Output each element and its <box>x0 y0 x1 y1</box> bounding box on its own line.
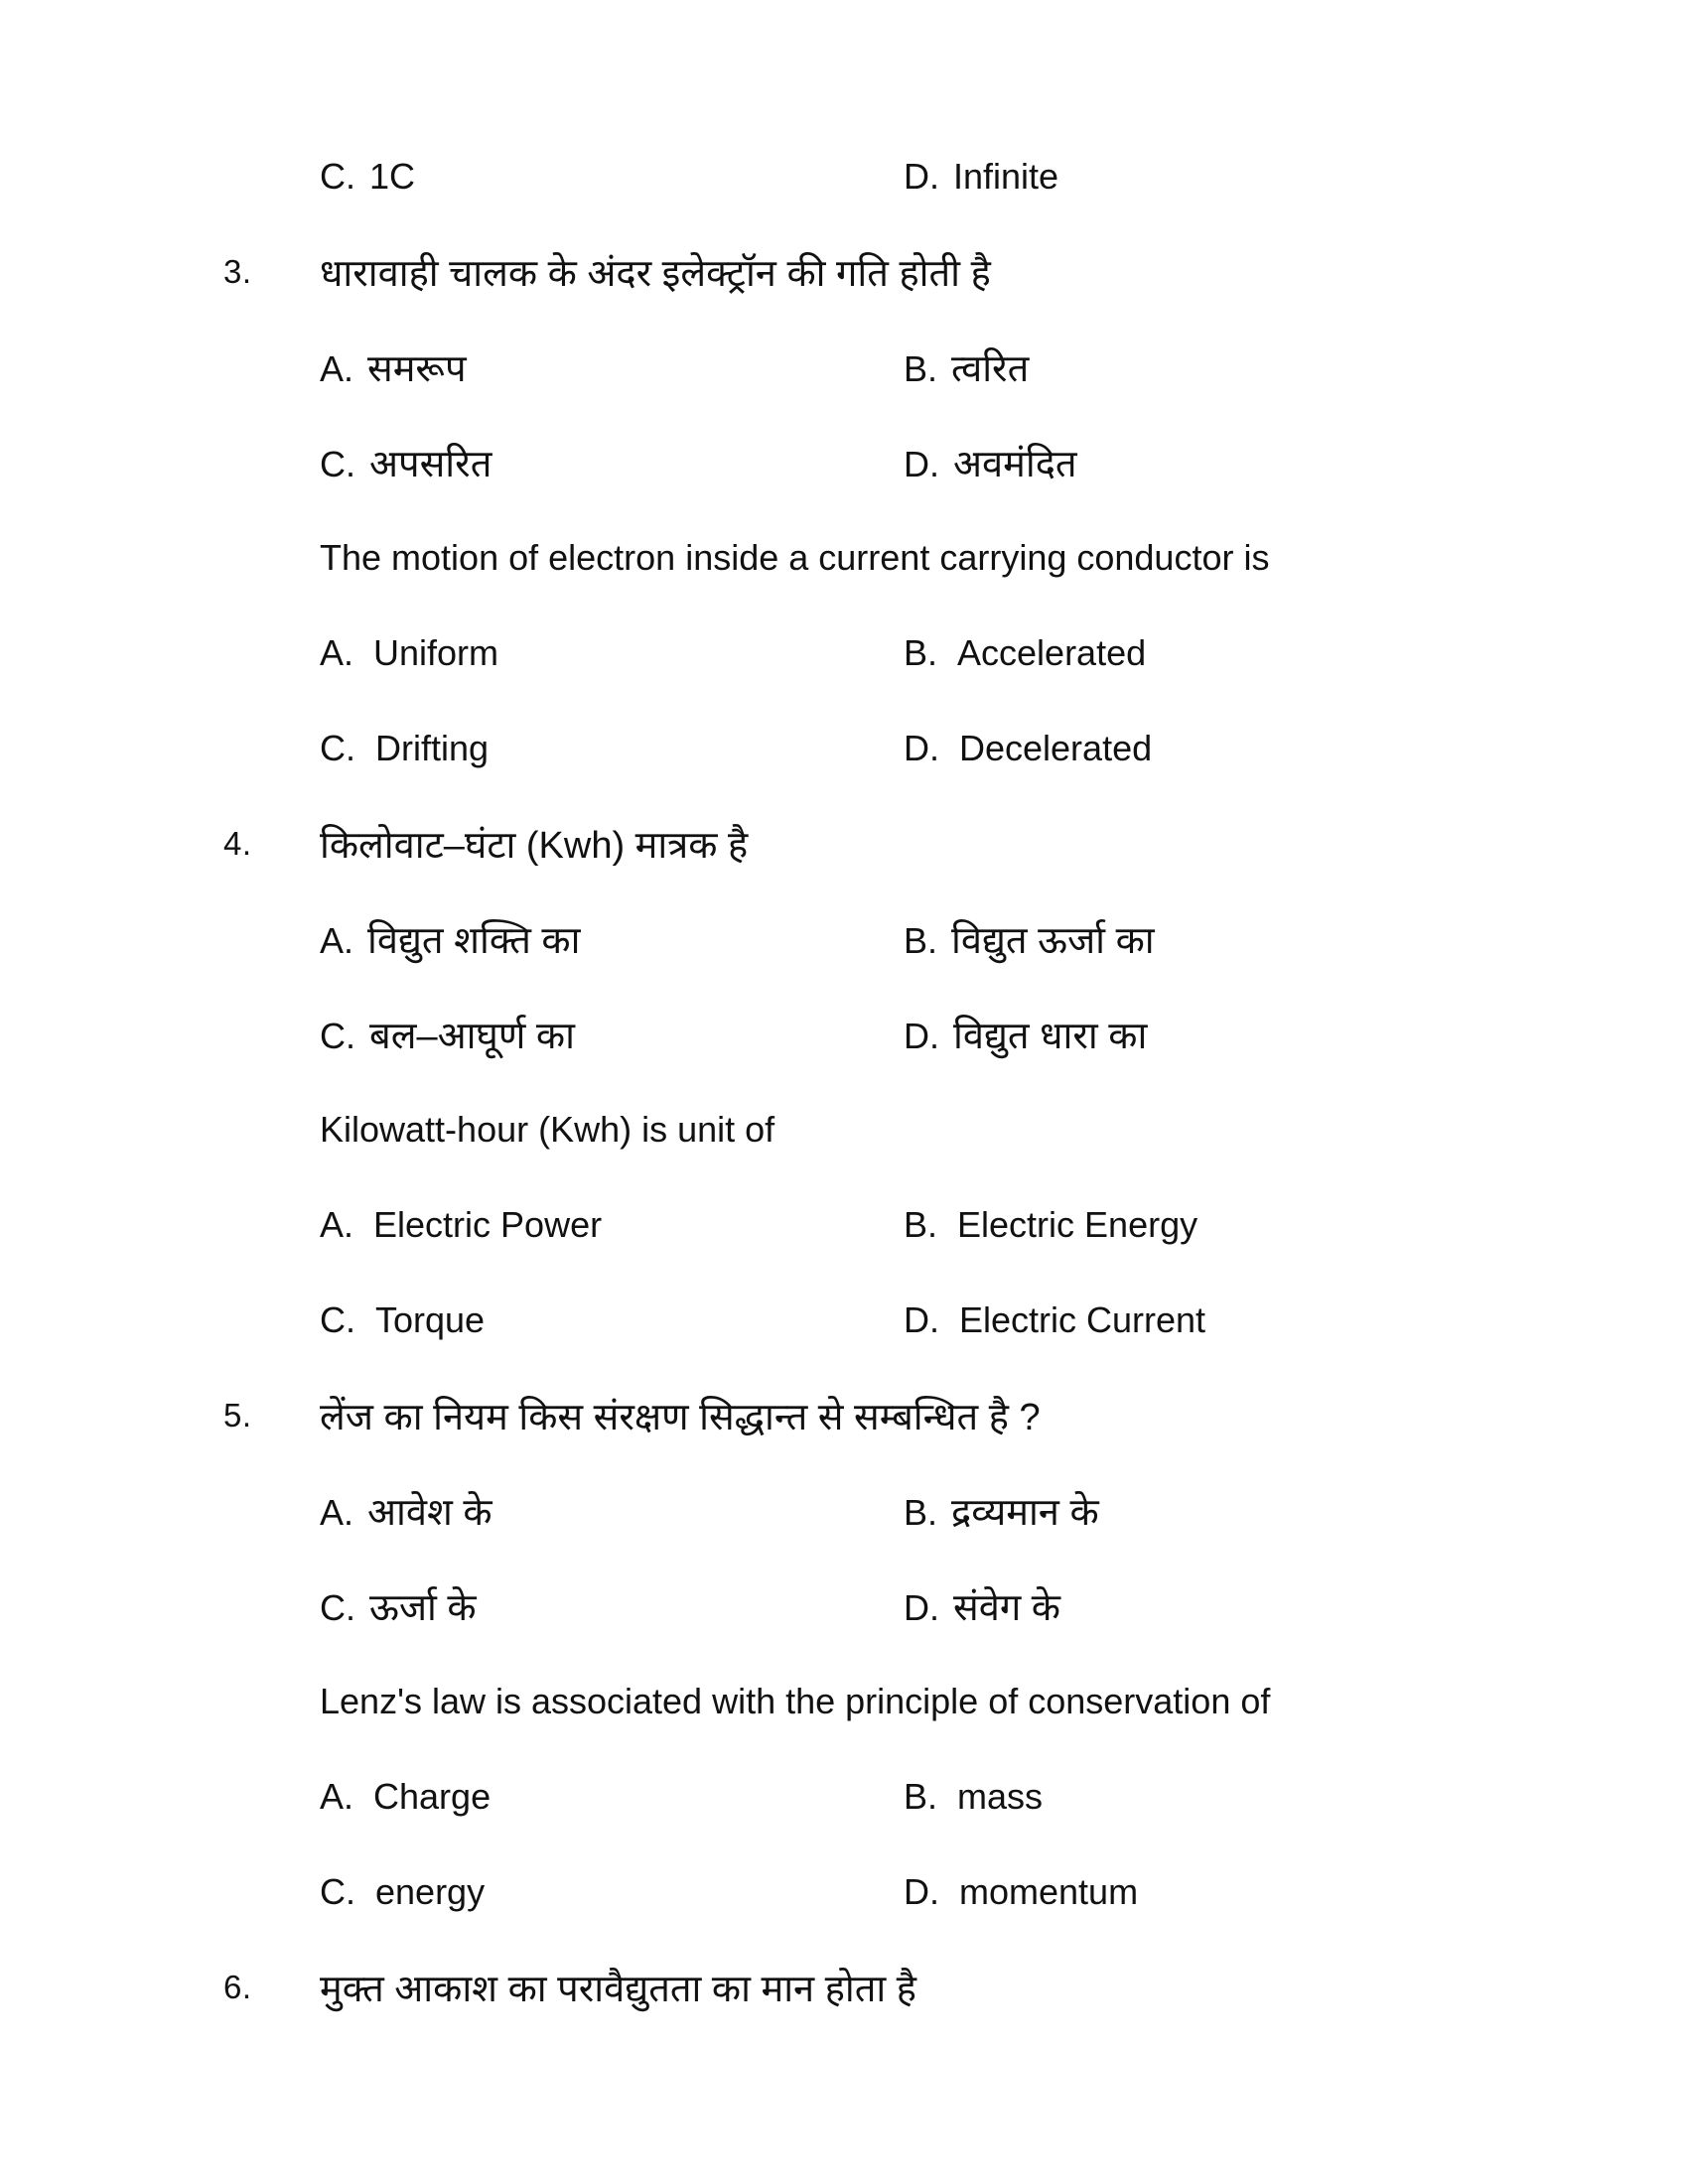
question-number: 5. <box>223 1397 252 1433</box>
option-text: Decelerated <box>959 728 1153 768</box>
question-text-english: Lenz's law is associated with the principle of conservation of <box>320 1681 1271 1721</box>
option-text: विद्युत ऊर्जा का <box>951 920 1155 962</box>
option-a <box>320 1204 904 1246</box>
english-options-row-ab <box>223 1177 1628 1273</box>
option-text: Infinite <box>953 156 1059 197</box>
option-letter: D. <box>904 1587 939 1628</box>
hindi-options-row-ab <box>223 891 1628 987</box>
question-text-hindi: लेंज का नियम किस संरक्षण सिद्धान्त से सम्बन्धित है ? <box>320 1397 1041 1438</box>
option-letter: B. <box>904 1492 938 1533</box>
question-text-english: The motion of electron inside a current carrying conductor is <box>320 537 1270 578</box>
english-options-row-cd <box>223 1844 1628 1940</box>
english-options-row-ab <box>223 1749 1628 1844</box>
option-d <box>904 1299 1205 1341</box>
option-letter: D. <box>904 156 939 197</box>
option-text: Electric Energy <box>957 1204 1198 1245</box>
option-text: 1C <box>369 156 416 197</box>
option-letter: B. <box>904 632 938 673</box>
option-text: Accelerated <box>957 632 1147 673</box>
option-c-previous <box>320 156 904 198</box>
english-options-row-cd <box>223 1273 1628 1368</box>
option-text: energy <box>375 1871 486 1912</box>
option-letter: D. <box>904 1871 939 1912</box>
option-a <box>320 632 904 674</box>
option-letter: C. <box>320 1299 355 1340</box>
option-d-previous <box>904 156 1058 198</box>
option-d <box>904 1871 1138 1913</box>
question-stem-hindi <box>223 1368 1628 1463</box>
option-letter: C. <box>320 1871 355 1912</box>
question-text-hindi: मुक्त आकाश का परावैद्युतता का मान होता है <box>320 1969 916 2010</box>
option-a <box>320 1776 904 1818</box>
option-c <box>320 1871 904 1913</box>
english-options-row-ab <box>223 606 1628 701</box>
option-letter: C. <box>320 1587 355 1628</box>
option-letter: A. <box>320 1492 354 1533</box>
option-text: Torque <box>375 1299 486 1340</box>
option-text: Uniform <box>373 632 499 673</box>
question-block-3 <box>223 224 1628 796</box>
option-letter: D. <box>904 444 939 484</box>
hindi-options-row-cd <box>223 415 1628 510</box>
option-text: विद्युत शक्ति का <box>367 920 581 962</box>
hindi-options-row-ab <box>223 1463 1628 1559</box>
option-letter: B. <box>904 1776 938 1817</box>
option-letter: C. <box>320 156 355 197</box>
option-a <box>320 341 904 393</box>
option-d <box>904 728 1152 769</box>
option-b <box>904 1204 1197 1246</box>
question-number: 4. <box>223 825 252 862</box>
question-block-4 <box>223 796 1628 1368</box>
option-letter: D. <box>904 728 939 768</box>
option-c <box>320 1580 904 1632</box>
option-c <box>320 728 904 769</box>
option-d <box>904 1009 1147 1060</box>
option-letter: A. <box>320 632 354 673</box>
question-text-hindi: धारावाही चालक के अंदर इलेक्ट्रॉन की गति होती है <box>320 253 991 295</box>
option-text: Drifting <box>375 728 490 768</box>
option-text: समरूप <box>367 348 467 390</box>
question-number: 3. <box>223 253 252 290</box>
question-block-6 <box>223 1940 1628 2035</box>
option-b <box>904 1485 1099 1537</box>
option-text: अवमंदित <box>953 444 1077 485</box>
option-b <box>904 341 1029 393</box>
question-stem-english <box>223 1082 1628 1177</box>
option-letter: B. <box>904 920 938 961</box>
option-letter: A. <box>320 1776 354 1817</box>
option-letter: B. <box>904 1204 938 1245</box>
option-c <box>320 1299 904 1341</box>
option-text: momentum <box>959 1871 1139 1912</box>
option-text: Electric Power <box>373 1204 603 1245</box>
option-d <box>904 437 1077 488</box>
english-options-row-cd <box>223 701 1628 796</box>
option-letter: C. <box>320 728 355 768</box>
option-text: Charge <box>373 1776 492 1817</box>
hindi-options-row-cd <box>223 1559 1628 1654</box>
option-text: ऊर्जा के <box>369 1587 477 1629</box>
option-text: अपसरित <box>369 444 492 485</box>
option-letter: A. <box>320 1204 354 1245</box>
option-c <box>320 1009 904 1060</box>
question-stem-hindi <box>223 1940 1628 2035</box>
hindi-options-row-cd <box>223 987 1628 1082</box>
option-b <box>904 632 1146 674</box>
option-a <box>320 913 904 965</box>
question-stem-hindi <box>223 224 1628 320</box>
question-number: 6. <box>223 1969 252 2005</box>
previous-question-options-row <box>223 129 1628 224</box>
option-d <box>904 1580 1060 1632</box>
option-c <box>320 437 904 488</box>
option-text: त्वरित <box>951 348 1030 390</box>
question-text-english: Kilowatt-hour (Kwh) is unit of <box>320 1109 775 1150</box>
option-letter: C. <box>320 1016 355 1056</box>
option-b <box>904 1776 1043 1818</box>
option-text: बल–आघूर्ण का <box>369 1016 575 1057</box>
option-letter: D. <box>904 1299 939 1340</box>
option-text: द्रव्यमान के <box>951 1492 1099 1534</box>
option-letter: D. <box>904 1016 939 1056</box>
option-text: Electric Current <box>959 1299 1206 1340</box>
question-block-5 <box>223 1368 1628 1940</box>
hindi-options-row-ab <box>223 320 1628 415</box>
option-letter: A. <box>320 920 354 961</box>
option-letter: B. <box>904 348 938 389</box>
question-stem-english <box>223 1654 1628 1749</box>
question-text-hindi: किलोवाट–घंटा (Kwh) मात्रक है <box>320 825 749 867</box>
option-letter: C. <box>320 444 355 484</box>
option-text: संवेग के <box>953 1587 1060 1629</box>
option-text: mass <box>957 1776 1044 1817</box>
question-stem-english <box>223 510 1628 606</box>
question-stem-hindi <box>223 796 1628 891</box>
option-b <box>904 913 1155 965</box>
option-text: विद्युत धारा का <box>953 1016 1148 1057</box>
option-text: आवेश के <box>367 1492 492 1534</box>
option-letter: A. <box>320 348 354 389</box>
option-a <box>320 1485 904 1537</box>
